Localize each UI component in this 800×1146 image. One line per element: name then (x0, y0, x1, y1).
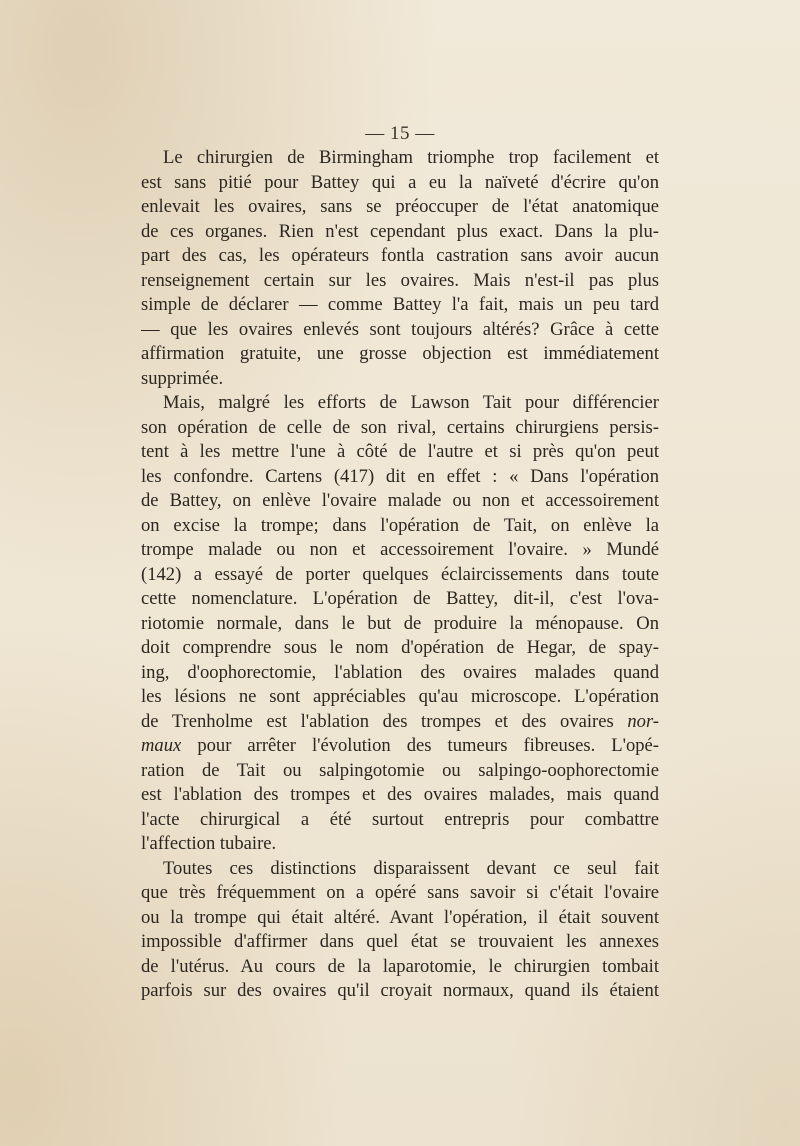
text-line: parfois sur des ovaires qu'il croyait normaux, quand ils étaient (141, 980, 659, 1001)
text-line: de ces organes. Rien n'est cependant plus exact. Dans la plu- (141, 220, 659, 242)
text-line: part des cas, les opérateurs fontla castration sans avoir aucun (141, 245, 659, 266)
text-line: l'affection tubaire. (141, 833, 277, 854)
body-text (141, 146, 659, 1004)
text-line: — que les ovaires enlevés sont toujours altérés? Grâce à cette (141, 318, 659, 340)
text-fragment: pour arrêter l'évolution des tumeurs fibreuses. L'opé- (197, 735, 659, 756)
italic-word: nor- (627, 710, 659, 732)
text-line-with-italic (141, 734, 659, 759)
text-line: trompe malade ou non et accessoirement l'ovaire. » Mundé (141, 539, 659, 560)
text-line: enlevait les ovaires, sans se préoccuper de l'état anatomique (141, 196, 659, 217)
text-line: tent à les mettre l'une à côté de l'autre et si près qu'on peut (141, 441, 659, 462)
text-line: ing, d'oophorectomie, l'ablation des ovaires malades quand (141, 661, 659, 683)
text-line: que très fréquemment on a opéré sans savoir si c'était l'ovaire (141, 882, 659, 903)
text-line: riotomie normale, dans le but de produire la ménopause. On (141, 612, 659, 634)
text-line: Toutes ces distinctions disparaissent devant ce seul fait (163, 857, 659, 879)
text-line: de l'utérus. Au cours de la laparotomie, le chirurgien tombait (141, 955, 659, 977)
text-line: ou la trompe qui était altéré. Avant l'opération, il était souvent (141, 906, 659, 928)
text-line: est sans pitié pour Battey qui a eu la naïveté d'écrire qu'on (141, 171, 659, 193)
text-line: son opération de celle de son rival, certains chirurgiens persis- (141, 416, 659, 438)
text-line: on excise la trompe; dans l'opération de Tait, on enlève la (141, 514, 659, 536)
text-line: Le chirurgien de Birmingham triomphe trop facilement et (163, 147, 659, 168)
text-line: ration de Tait ou salpingotomie ou salpingo-oophorectomie (141, 759, 659, 781)
text-line: impossible d'affirmer dans quel état se trouvaient les annexes (141, 931, 659, 952)
text-line-with-italic (141, 710, 659, 735)
text-line: les confondre. Cartens (417) dit en effet : « Dans l'opération (141, 465, 659, 487)
text-line: cette nomenclature. L'opération de Battey, dit-il, c'est l'ova- (141, 588, 659, 609)
text-fragment: de Trenholme est l'ablation des trompes et des ovaires (141, 710, 614, 732)
text-line: (142) a essayé de porter quelques éclaircissements dans toute (141, 563, 659, 585)
italic-word: maux (141, 735, 182, 756)
text-line: doit comprendre sous le nom d'opération de Hegar, de spay- (141, 637, 659, 658)
page-number: — 15 — (365, 123, 435, 144)
text-line: simple de déclarer — comme Battey l'a fait, mais un peu tard (141, 294, 659, 315)
text-line: de Battey, on enlève l'ovaire malade ou non et accessoirement (141, 490, 659, 511)
text-line: supprimée. (141, 367, 224, 389)
text-line: affirmation gratuite, une grosse objection est immédiatement (141, 343, 659, 364)
text-line: renseignement certain sur les ovaires. Mais n'est-il pas plus (141, 269, 659, 291)
text-line: est l'ablation des trompes et des ovaires malades, mais quand (141, 784, 659, 805)
text-line: Mais, malgré les efforts de Lawson Tait pour différencier (163, 392, 659, 413)
text-line: l'acte chirurgical a été surtout entrepris pour combattre (141, 808, 659, 830)
text-line: les lésions ne sont appréciables qu'au microscope. L'opération (141, 686, 659, 707)
